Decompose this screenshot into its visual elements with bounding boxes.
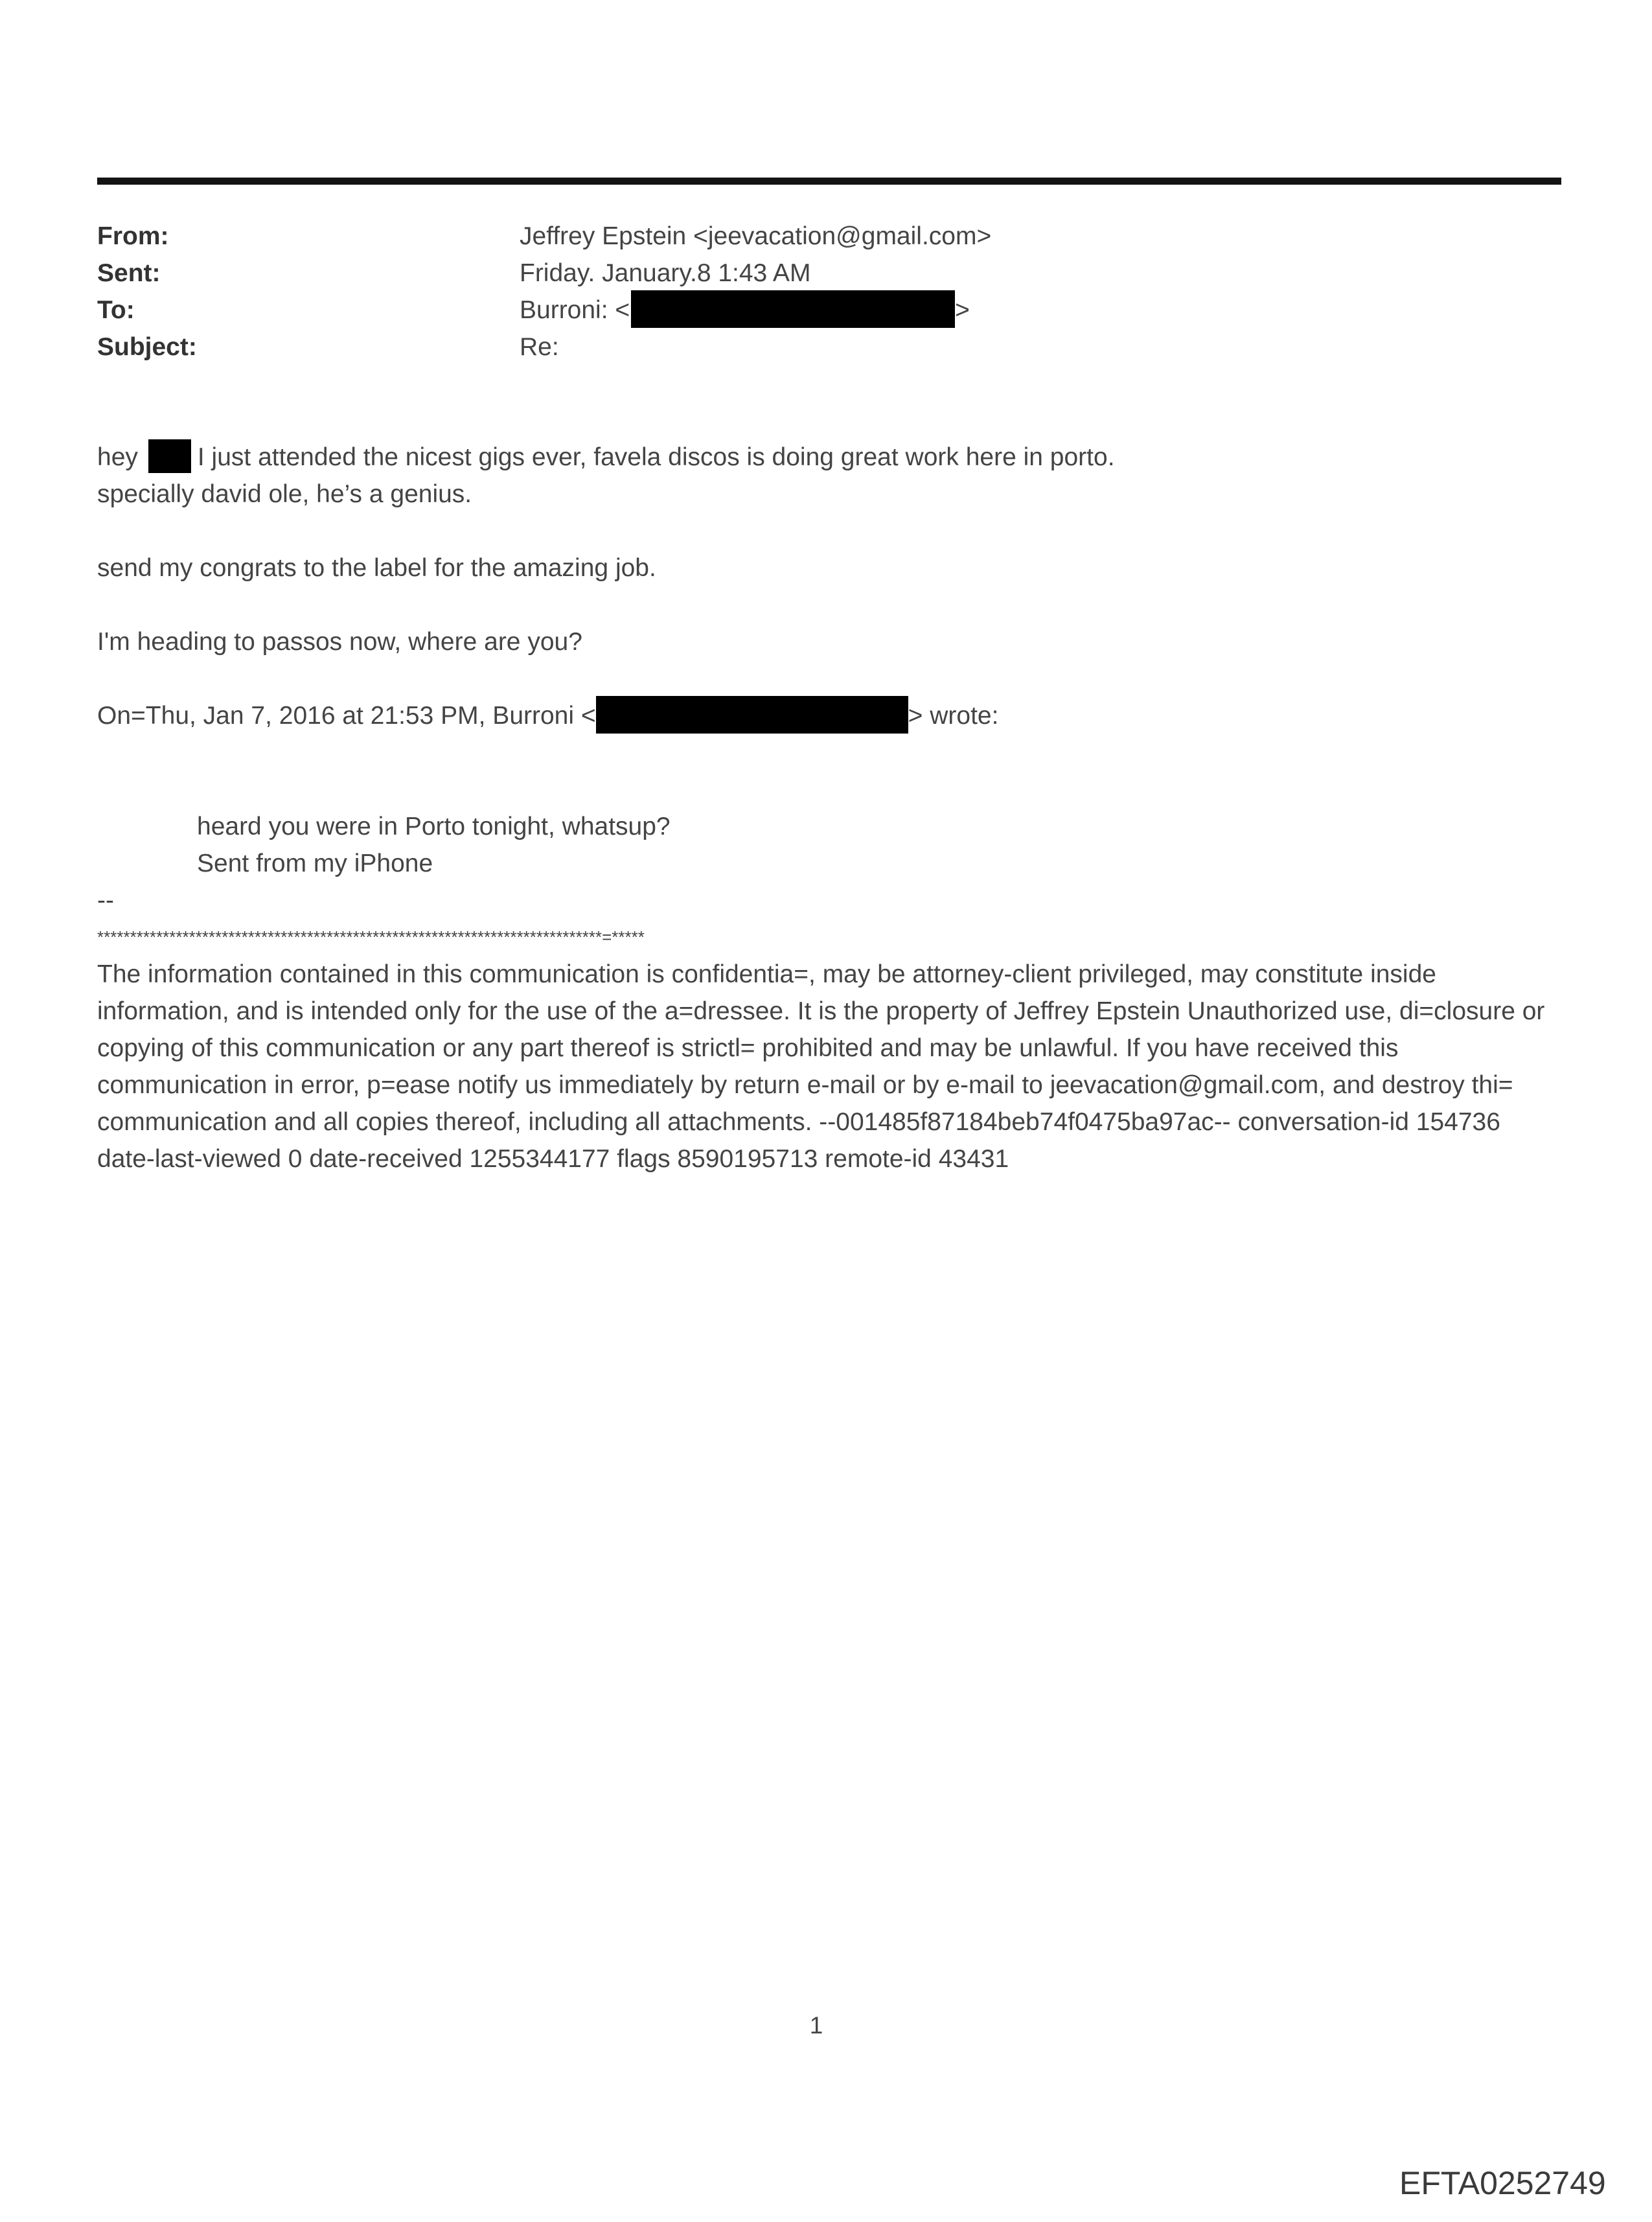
email-body: [97, 439, 1561, 1177]
from-row: [97, 218, 1561, 255]
sent-row: [97, 255, 1561, 292]
disclaimer-text: The information contained in this communication is confidentia=, may be attorney-client privileged, may constitute inside information, and is intended only for the use of the a=dressee. It is the property of Jeffrey Epstein Unauthorized use, di=closure or copying of this communication or any part thereof is strictl= prohibited and may be unlawful. If you have received this communication in error, p=ease notify us immediately by return e-mail or by e-mail to jeevacation@gmail.com, and destroy thi= communication and all copies thereof, including all attachments. --001485f87184beb74f0475ba97ac-- conversation-id 154736 date-last-viewed 0 date-received 1255344177 flags 8590195713 remote-id 43431: [97, 960, 1545, 1173]
to-suffix: >: [955, 296, 970, 324]
to-row: [97, 292, 1561, 329]
quoted-line-1: heard you were in Porto tonight, whatsup?: [197, 813, 671, 840]
to-value: [520, 292, 970, 330]
body-line-3: send my congrats to the label for the amazing job.: [97, 554, 656, 582]
redaction-box: [596, 696, 908, 734]
greeting: hey: [97, 443, 138, 471]
quoted-line-2: Sent from my iPhone: [197, 850, 433, 877]
from-value: Jeffrey Epstein <jeevacation@gmail.com>: [520, 222, 992, 250]
body-line-1: [97, 439, 1561, 476]
sent-label: Sent:: [97, 259, 161, 287]
body-line-2: specially david ole, he’s a genius.: [97, 480, 472, 508]
body-line-1-text: I just attended the nicest gigs ever, favela discos is doing great work here in porto.: [197, 443, 1115, 471]
email-header: [97, 218, 1561, 365]
to-prefix: Burroni: <: [520, 296, 630, 324]
subject-value: Re:: [520, 333, 559, 361]
header-rule: [97, 178, 1561, 185]
to-label: To:: [97, 296, 135, 324]
sent-value: Friday. January.8 1:43 AM: [520, 259, 811, 287]
subject-row: [97, 329, 1561, 365]
document-id: EFTA0252749: [1399, 2165, 1606, 2201]
quote-header-suffix: > wrote:: [908, 702, 999, 730]
subject-label: Subject:: [97, 333, 197, 361]
signature-dashes: --: [97, 886, 114, 914]
page-number: 1: [809, 2012, 823, 2039]
redaction-box: [148, 439, 191, 473]
signature-stars: *****************************************************************************=*****: [97, 927, 645, 947]
redaction-box: [631, 290, 955, 328]
quote-header: [97, 697, 1561, 734]
from-label: From:: [97, 222, 169, 250]
body-line-4: I'm heading to passos now, where are you?: [97, 628, 582, 656]
quote-header-prefix: On=Thu, Jan 7, 2016 at 21:53 PM, Burroni <: [97, 702, 596, 730]
